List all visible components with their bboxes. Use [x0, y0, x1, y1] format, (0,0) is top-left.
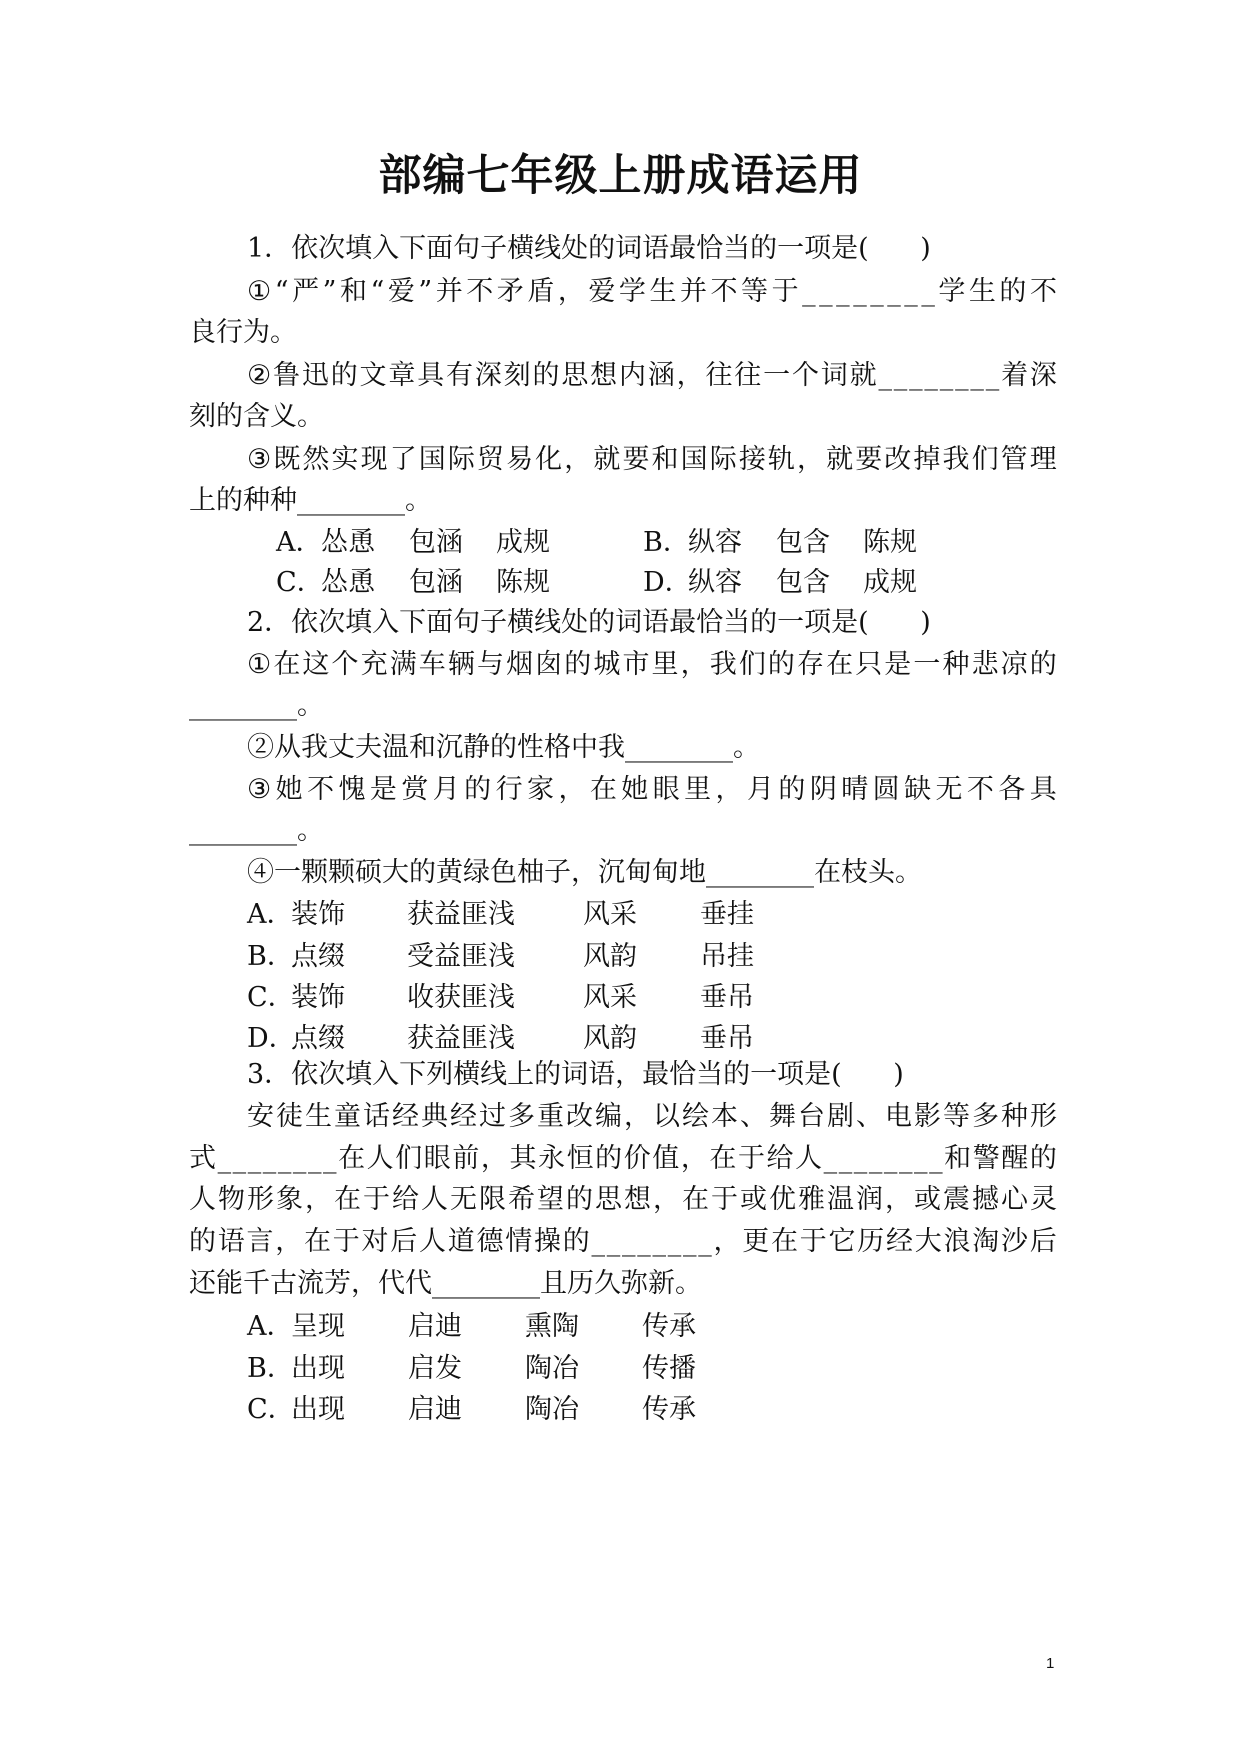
option-word: 获益匪浅 [407, 1023, 515, 1054]
option-word: 传承 [642, 1311, 696, 1342]
option-word: 怂恿 [321, 527, 375, 558]
text-line: 1．依次填入下面句子横线处的词语最恰当的一项是( ) [247, 233, 931, 264]
text-line: 还能千古流芳，代代________且历久弥新。 [189, 1268, 702, 1299]
option-word: 包涵 [409, 527, 463, 558]
option-word: 出现 [291, 1353, 345, 1384]
option-label: D． [247, 1023, 296, 1054]
option-word: 获益匪浅 [407, 899, 515, 930]
text-line: ② 鲁 迅 的 文 章 具 有 深 刻 的 思 想 内 涵 ， 往 往 一 个 词 就 _ _ _ _ _ _ _ _ 着 深 [247, 360, 1057, 391]
text-line: ④一颗颗硕大的黄绿色柚子，沉甸甸地________在枝头。 [247, 857, 922, 888]
option-word: 熏陶 [525, 1311, 579, 1342]
option-word: 风采 [583, 982, 637, 1013]
option-word: 怂恿 [321, 567, 375, 598]
option-label: C． [247, 982, 295, 1013]
text-line: 安 徒 生 童 话 经 典 经 过 多 重 改 编 ， 以 绘 本 、 舞 台 剧 、 电 影 等 多 种 形 [247, 1101, 1057, 1132]
text-line: ① “ 严 ” 和 “ 爱 ” 并 不 矛 盾 ， 爱 学 生 并 不 等 于 _ _ _ _ _ _ _ _ 学 生 的 不 [247, 276, 1057, 307]
option-word: 风采 [583, 899, 637, 930]
option-word: 风韵 [583, 941, 637, 972]
text-line: ________。 [189, 690, 324, 721]
text-line: 刻的含义。 [189, 401, 324, 432]
option-word: 垂挂 [700, 899, 754, 930]
option-word: 装饰 [291, 982, 345, 1013]
option-label: C． [247, 1394, 295, 1425]
page-title: 部编七年级上册成语运用 [378, 151, 863, 201]
text-line: ③ 既 然 实 现 了 国 际 贸 易 化 ， 就 要 和 国 际 接 轨 ， 就 要 改 掉 我 们 管 理 [247, 444, 1057, 475]
option-label: B． [247, 941, 294, 972]
option-word: 传播 [642, 1353, 696, 1384]
option-word: 陶冶 [525, 1353, 579, 1384]
text-line: ②从我丈夫温和沉静的性格中我________。 [247, 732, 760, 763]
option-label: D． [643, 567, 692, 598]
option-label: A． [247, 1311, 294, 1342]
option-word: 受益匪浅 [407, 941, 515, 972]
text-line: 2．依次填入下面句子横线处的词语最恰当的一项是( ) [247, 607, 931, 638]
text-line: 的 语 言 ， 在 于 对 后 人 道 德 情 操 的 _ _ _ _ _ _ _ _ ， 更 在 于 它 历 经 大 浪 淘 沙 后 [189, 1226, 1057, 1257]
option-word: 垂吊 [700, 1023, 754, 1054]
text-line: 人 物 形 象 ， 在 于 给 人 无 限 希 望 的 思 想 ， 在 于 或 优 雅 温 润 ， 或 震 撼 心 灵 [189, 1184, 1057, 1215]
option-word: 收获匪浅 [407, 982, 515, 1013]
option-label: A． [247, 899, 294, 930]
text-line: ① 在 这 个 充 满 车 辆 与 烟 囱 的 城 市 里 ， 我 们 的 存 在 只 是 一 种 悲 凉 的 [247, 649, 1057, 680]
option-word: 启发 [408, 1353, 462, 1384]
text-line: 良行为。 [189, 317, 297, 348]
option-word: 出现 [291, 1394, 345, 1425]
option-label: C． [276, 567, 324, 598]
option-word: 呈现 [291, 1311, 345, 1342]
text-line: ③ 她 不 愧 是 赏 月 的 行 家 ， 在 她 眼 里 ， 月 的 阴 晴 圆 缺 无 不 各 具 [247, 774, 1057, 805]
option-word: 成规 [496, 527, 550, 558]
text-line: 3．依次填入下列横线上的词语，最恰当的一项是( ) [247, 1059, 904, 1090]
option-word: 启迪 [408, 1311, 462, 1342]
text-line: ________。 [189, 815, 324, 846]
option-word: 包含 [776, 527, 830, 558]
option-word: 垂吊 [700, 982, 754, 1013]
page-number: 1 [1046, 1655, 1055, 1672]
option-word: 纵容 [688, 567, 742, 598]
option-word: 装饰 [291, 899, 345, 930]
option-word: 包含 [776, 567, 830, 598]
option-word: 启迪 [408, 1394, 462, 1425]
option-word: 点缀 [291, 1023, 345, 1054]
option-word: 包涵 [409, 567, 463, 598]
option-word: 风韵 [583, 1023, 637, 1054]
text-line: 式 _ _ _ _ _ _ _ _ 在 人 们 眼 前 ， 其 永 恒 的 价 值 ， 在 于 给 人 _ _ _ _ _ _ _ _ 和 警 醒 的 [189, 1143, 1057, 1174]
option-word: 陈规 [863, 527, 917, 558]
option-label: A． [276, 527, 323, 558]
option-word: 吊挂 [700, 941, 754, 972]
option-label: B． [247, 1353, 294, 1384]
option-word: 纵容 [688, 527, 742, 558]
option-word: 陈规 [496, 567, 550, 598]
text-line: 上的种种________。 [189, 485, 432, 516]
option-word: 陶冶 [525, 1394, 579, 1425]
option-label: B． [643, 527, 690, 558]
option-word: 点缀 [291, 941, 345, 972]
option-word: 成规 [863, 567, 917, 598]
option-word: 传承 [642, 1394, 696, 1425]
